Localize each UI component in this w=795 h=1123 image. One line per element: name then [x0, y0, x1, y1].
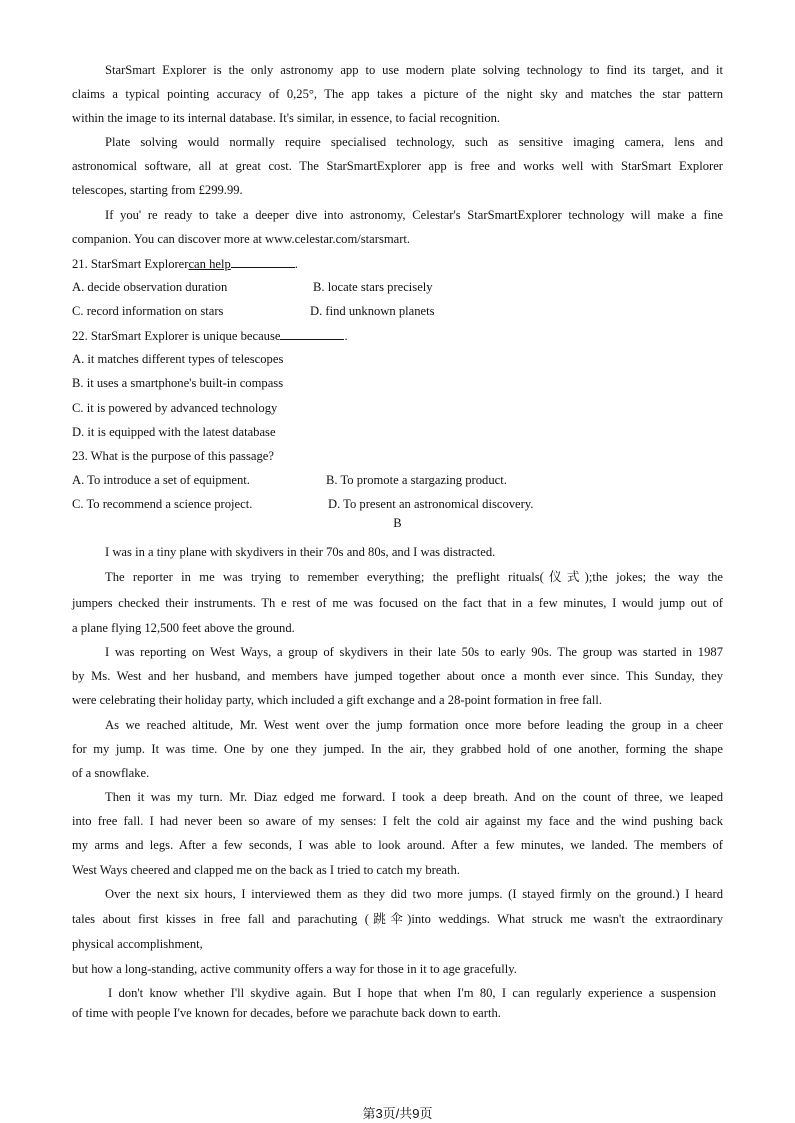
- passage-a-p2-line1: Plate solving would normally require specialised technology, such as sensitive imaging camera, lens and: [105, 135, 723, 149]
- passage-b-p1-line1: I was in a tiny plane with skydivers in their 70s and 80s, and I was distracted.: [105, 545, 496, 559]
- question-21-option-c[interactable]: C. record information on stars: [72, 304, 224, 318]
- passage-b-p3-line2: by Ms. West and her husband, and members have jumped together about once a month ever since. This Sunday, they: [72, 669, 723, 683]
- passage-b-p4-line2: for my jump. It was time. One by one they jumped. In the air, they grabbed hold of one another, forming the shape: [72, 742, 723, 756]
- question-21-stem: [72, 255, 298, 272]
- passage-b-p5-line4: West Ways cheered and clapped me on the back as I tried to catch my breath.: [72, 863, 460, 877]
- passage-b-p2-line3: a plane flying 12,500 feet above the ground.: [72, 621, 295, 635]
- section-b-label: B: [393, 516, 402, 530]
- question-21-option-a[interactable]: A. decide observation duration: [72, 280, 228, 294]
- question-21-underlined: can help: [188, 257, 231, 271]
- question-22-option-a[interactable]: A. it matches different types of telescopes: [72, 352, 284, 366]
- passage-a-p1-line1: StarSmart Explorer is the only astronomy app to use modern plate solving technology to find its target, and it: [105, 63, 723, 77]
- question-22-option-c[interactable]: C. it is powered by advanced technology: [72, 401, 278, 415]
- passage-a-p3-line2: companion. You can discover more at www.celestar.com/starsmart.: [72, 232, 411, 246]
- question-22-stem-text: 22. StarSmart Explorer is unique because: [72, 329, 281, 343]
- passage-b-p3-line1: I was reporting on West Ways, a group of skydivers in their late 50s to early 90s. The group was started in 1987: [105, 645, 723, 659]
- question-23-option-c[interactable]: C. To recommend a science project.: [72, 497, 253, 511]
- question-22-stem: [72, 327, 348, 344]
- question-22-option-d[interactable]: D. it is equipped with the latest database: [72, 425, 276, 439]
- passage-b-p7-line1: I don't know whether I'll skydive again. But I hope that when I'm 80, I can regularly experience a suspension: [108, 986, 716, 1000]
- passage-a-p1-line2: claims a typical pointing accuracy of 0,25°, The app takes a picture of the night sky and matches the star pattern: [72, 87, 723, 101]
- passage-b-p2-line2: jumpers checked their instruments. Th e rest of me was focused on the fact that in a few minutes, I would jump out of: [72, 596, 723, 610]
- question-22-option-b[interactable]: B. it uses a smartphone's built-in compass: [72, 376, 284, 390]
- passage-b-p4-line1: As we reached altitude, Mr. West went over the jump formation once more before leading the group in a cheer: [105, 718, 723, 732]
- passage-b-p3-line3: were celebrating their holiday party, which included a gift exchange and a 28-point formation in free fall.: [72, 693, 603, 707]
- question-23-option-b[interactable]: B. To promote a stargazing product.: [326, 473, 507, 487]
- passage-b-p7-line2: of time with people I've known for decades, before we parachute back down to earth.: [72, 1006, 501, 1020]
- question-21-option-d[interactable]: D. find unknown planets: [310, 304, 435, 318]
- question-23-option-d[interactable]: D. To present an astronomical discovery.: [328, 497, 534, 511]
- page-footer-number: 第3页/共9页: [362, 1106, 433, 1121]
- passage-a-p2-line2: astronomical software, all at great cost. The StarSmartExplorer app is free and works well with StarSmart Explorer: [72, 159, 723, 173]
- passage-a-p3-line1: If you' re ready to take a deeper dive into astronomy, Celestar's StarSmartExplorer technology will make a fine: [105, 208, 723, 222]
- passage-b-p6-line1: Over the next six hours, I interviewed them as they did two more jumps. (I stayed firmly on the ground.) I heard: [105, 887, 723, 901]
- question-21-blank: [231, 255, 295, 268]
- passage-b-p6-line3: physical accomplishment,: [72, 937, 203, 951]
- question-21-option-b[interactable]: B. locate stars precisely: [313, 280, 433, 294]
- passage-b-p4-line3: of a snowflake.: [72, 766, 150, 780]
- passage-b-p2-line1: The reporter in me was trying to remember everything; the preflight rituals(仪式);the jokes; the way the: [105, 570, 723, 584]
- passage-b-p5-line2: into free fall. I had never been so aware of my senses: I felt the cold air against my face and the wind pushing back: [72, 814, 723, 828]
- question-23-stem: 23. What is the purpose of this passage?: [72, 449, 274, 463]
- passage-b-p5-line1: Then it was my turn. Mr. Diaz edged me forward. I took a deep breath. And on the count of three, we leaped: [105, 790, 723, 804]
- passage-a-p2-line3: telescopes, starting from £299.99.: [72, 183, 243, 197]
- question-22-blank: [280, 327, 344, 340]
- passage-a-p1-line3: within the image to its internal database. It's similar, in essence, to facial recognition.: [72, 111, 501, 125]
- question-22-end: .: [344, 329, 348, 343]
- passage-b-p6-line2: tales about first kisses in free fall and parachuting (跳伞)into weddings. What struck me wasn't the extraordinary: [72, 912, 723, 926]
- question-23-option-a[interactable]: A. To introduce a set of equipment.: [72, 473, 250, 487]
- question-21-stem-text: 21. StarSmart Explorer: [72, 257, 189, 271]
- question-21-end: .: [294, 257, 298, 271]
- passage-b-p6-line4: but how a long-standing, active community offers a way for those in it to age gracefully.: [72, 962, 517, 976]
- passage-b-p5-line3: my arms and legs. After a few seconds, I was able to look around. After a few minutes, we landed. The members of: [72, 838, 723, 852]
